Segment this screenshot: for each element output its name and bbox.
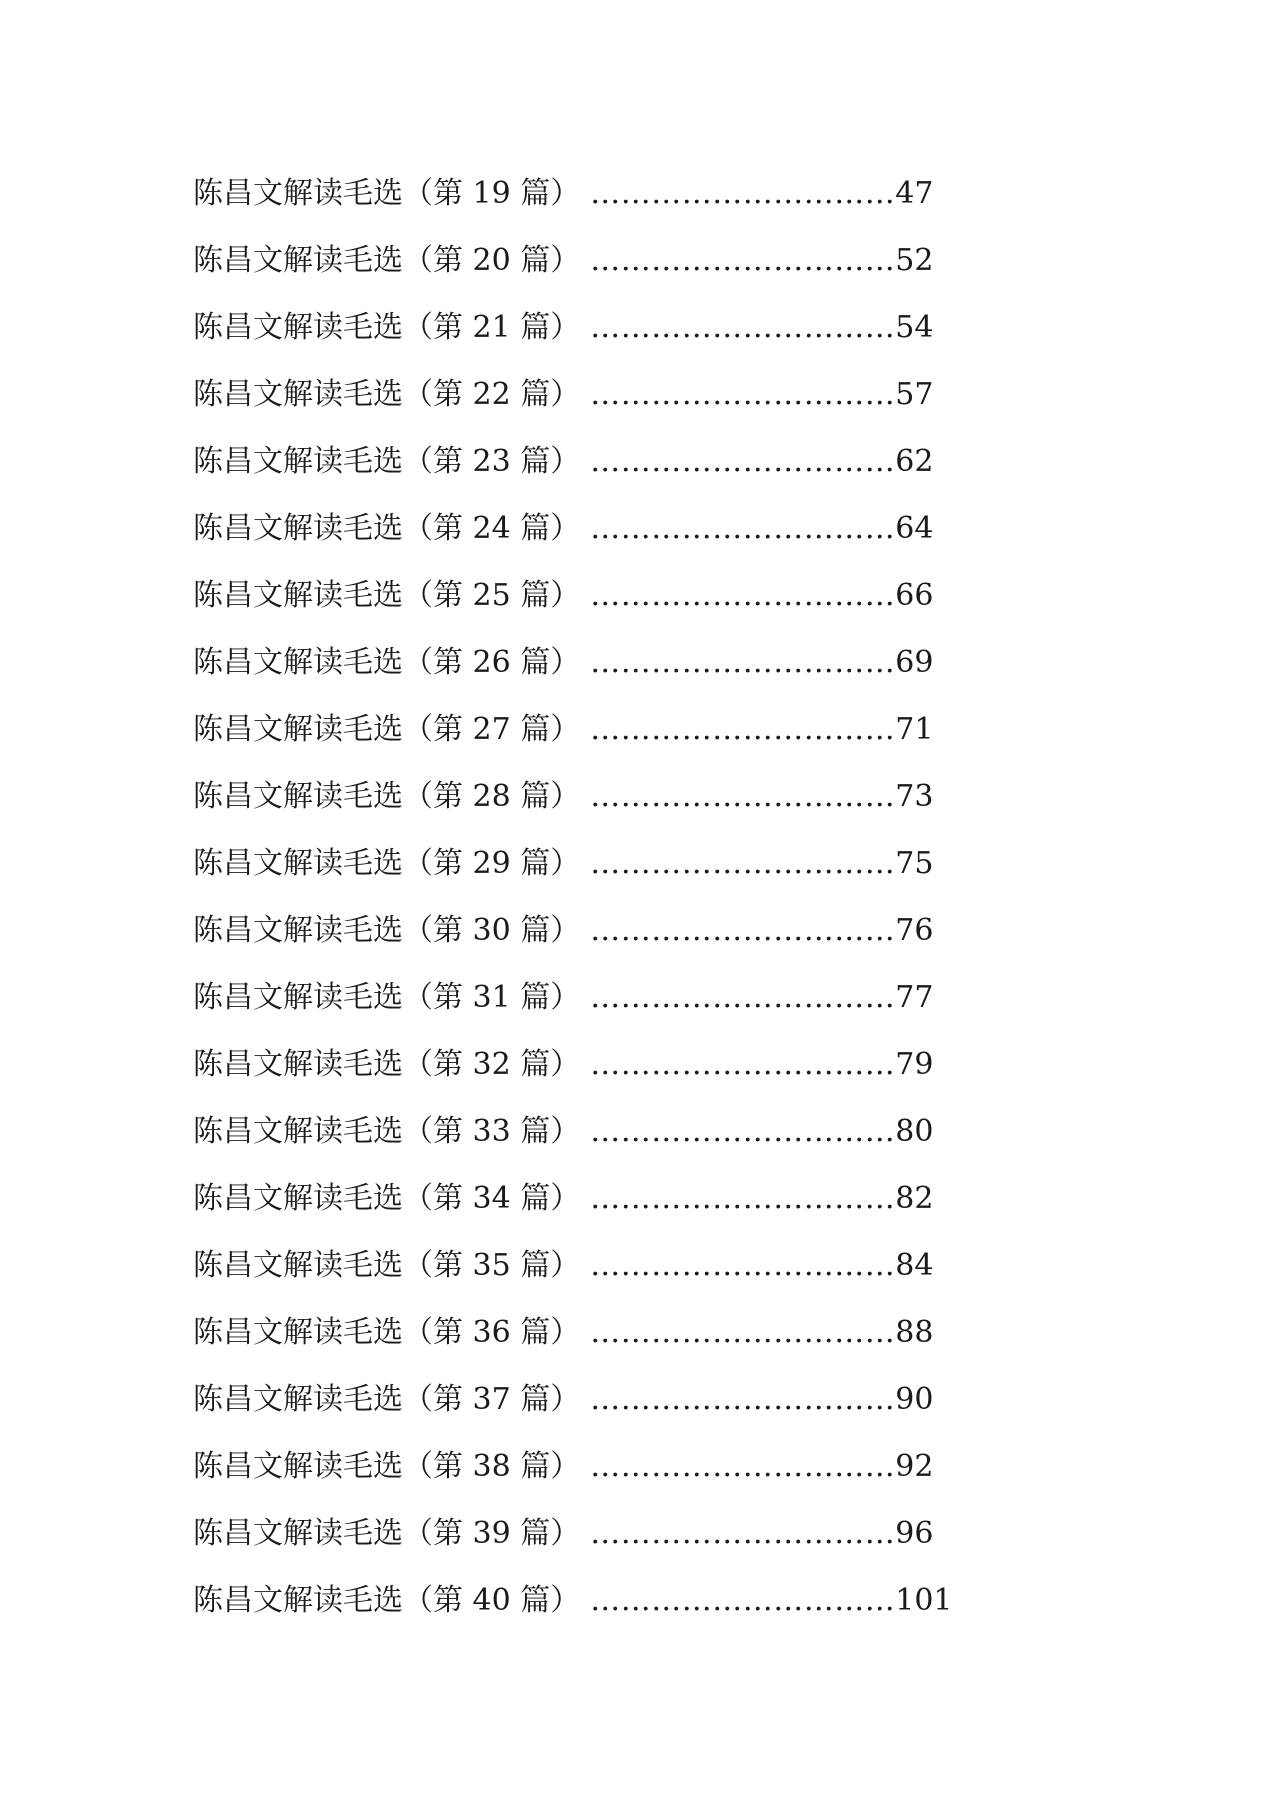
toc-dot-leader: ………………………… [590,1315,896,1350]
toc-entry[interactable] [193,495,973,562]
toc-entry[interactable] [193,1366,973,1433]
toc-entry-title: 陈昌文解读毛选（第 20 篇） [193,243,581,278]
toc-page-number: 57 [895,377,934,412]
toc-entry-title: 陈昌文解读毛选（第 29 篇） [193,846,581,881]
toc-entry-title: 陈昌文解读毛选（第 37 篇） [193,1382,581,1417]
toc-page-number: 90 [895,1382,934,1417]
toc-dot-leader: ………………………… [590,913,896,948]
toc-entry[interactable] [193,629,973,696]
toc-dot-leader: ………………………… [590,1248,896,1283]
toc-dot-leader: ………………………… [590,980,896,1015]
toc-entry[interactable] [193,361,973,428]
toc-entry[interactable] [193,1500,973,1567]
toc-entry[interactable] [193,294,973,361]
toc-dot-leader: ………………………… [590,511,896,546]
toc-entry-title: 陈昌文解读毛选（第 39 篇） [193,1516,581,1551]
toc-entry[interactable] [193,1299,973,1366]
toc-dot-leader: ………………………… [590,1449,896,1484]
toc-dot-leader: ………………………… [590,1583,896,1618]
toc-entry[interactable] [193,227,973,294]
toc-page-number: 54 [895,310,934,345]
toc-entry[interactable] [193,1433,973,1500]
toc-dot-leader: ………………………… [590,1114,896,1149]
toc-page-number: 71 [895,712,934,747]
toc-page-number: 69 [895,645,934,680]
toc-page-number: 52 [895,243,934,278]
toc-entry-title: 陈昌文解读毛选（第 19 篇） [193,176,581,211]
toc-entry[interactable] [193,897,973,964]
toc-dot-leader: ………………………… [590,310,896,345]
toc-entry-title: 陈昌文解读毛选（第 34 篇） [193,1181,581,1216]
toc-entry-title: 陈昌文解读毛选（第 26 篇） [193,645,581,680]
toc-entry[interactable] [193,1098,973,1165]
toc-dot-leader: ………………………… [590,645,896,680]
toc-page-number: 82 [895,1181,934,1216]
toc-entry-title: 陈昌文解读毛选（第 30 篇） [193,913,581,948]
toc-entry-title: 陈昌文解读毛选（第 23 篇） [193,444,581,479]
toc-page-number: 80 [895,1114,934,1149]
toc-entry[interactable] [193,964,973,1031]
toc-dot-leader: ………………………… [590,1382,896,1417]
toc-entry-title: 陈昌文解读毛选（第 36 篇） [193,1315,581,1350]
toc-page-number: 76 [895,913,934,948]
toc-entry[interactable] [193,428,973,495]
toc-dot-leader: ………………………… [590,846,896,881]
toc-entry[interactable] [193,830,973,897]
toc-dot-leader: ………………………… [590,1516,896,1551]
toc-dot-leader: ………………………… [590,377,896,412]
toc-entry-title: 陈昌文解读毛选（第 32 篇） [193,1047,581,1082]
toc-entry[interactable] [193,562,973,629]
toc-dot-leader: ………………………… [590,243,896,278]
toc-page-number: 64 [895,511,934,546]
toc-entry-title: 陈昌文解读毛选（第 40 篇） [193,1583,581,1618]
toc-page-number: 75 [895,846,934,881]
toc-entry-title: 陈昌文解读毛选（第 21 篇） [193,310,581,345]
toc-page-number: 96 [895,1516,934,1551]
toc-entry-title: 陈昌文解读毛选（第 28 篇） [193,779,581,814]
toc-page-number: 88 [895,1315,934,1350]
toc-entry[interactable] [193,160,973,227]
toc-entry-title: 陈昌文解读毛选（第 27 篇） [193,712,581,747]
toc-entry-title: 陈昌文解读毛选（第 25 篇） [193,578,581,613]
toc-entry[interactable] [193,1232,973,1299]
toc-dot-leader: ………………………… [590,779,896,814]
toc-page-number: 79 [895,1047,934,1082]
toc-dot-leader: ………………………… [590,176,896,211]
toc-dot-leader: ………………………… [590,1047,896,1082]
toc-page-number: 77 [895,980,934,1015]
toc-entry-title: 陈昌文解读毛选（第 24 篇） [193,511,581,546]
toc-entry[interactable] [193,763,973,830]
toc-dot-leader: ………………………… [590,444,896,479]
toc-dot-leader: ………………………… [590,578,896,613]
toc-entry-title: 陈昌文解读毛选（第 31 篇） [193,980,581,1015]
toc-entry-title: 陈昌文解读毛选（第 22 篇） [193,377,581,412]
toc-dot-leader: ………………………… [590,712,896,747]
toc-entry-title: 陈昌文解读毛选（第 35 篇） [193,1248,581,1283]
table-of-contents [193,160,973,1634]
toc-page-number: 92 [895,1449,934,1484]
toc-entry[interactable] [193,1567,973,1634]
toc-page-number: 73 [895,779,934,814]
toc-entry[interactable] [193,1031,973,1098]
toc-page-number: 66 [895,578,934,613]
toc-page-number: 84 [895,1248,934,1283]
toc-page-number: 62 [895,444,934,479]
toc-entry-title: 陈昌文解读毛选（第 38 篇） [193,1449,581,1484]
toc-page-number: 101 [895,1583,953,1618]
toc-entry[interactable] [193,696,973,763]
toc-page-number: 47 [895,176,934,211]
toc-entry[interactable] [193,1165,973,1232]
toc-entry-title: 陈昌文解读毛选（第 33 篇） [193,1114,581,1149]
toc-dot-leader: ………………………… [590,1181,896,1216]
